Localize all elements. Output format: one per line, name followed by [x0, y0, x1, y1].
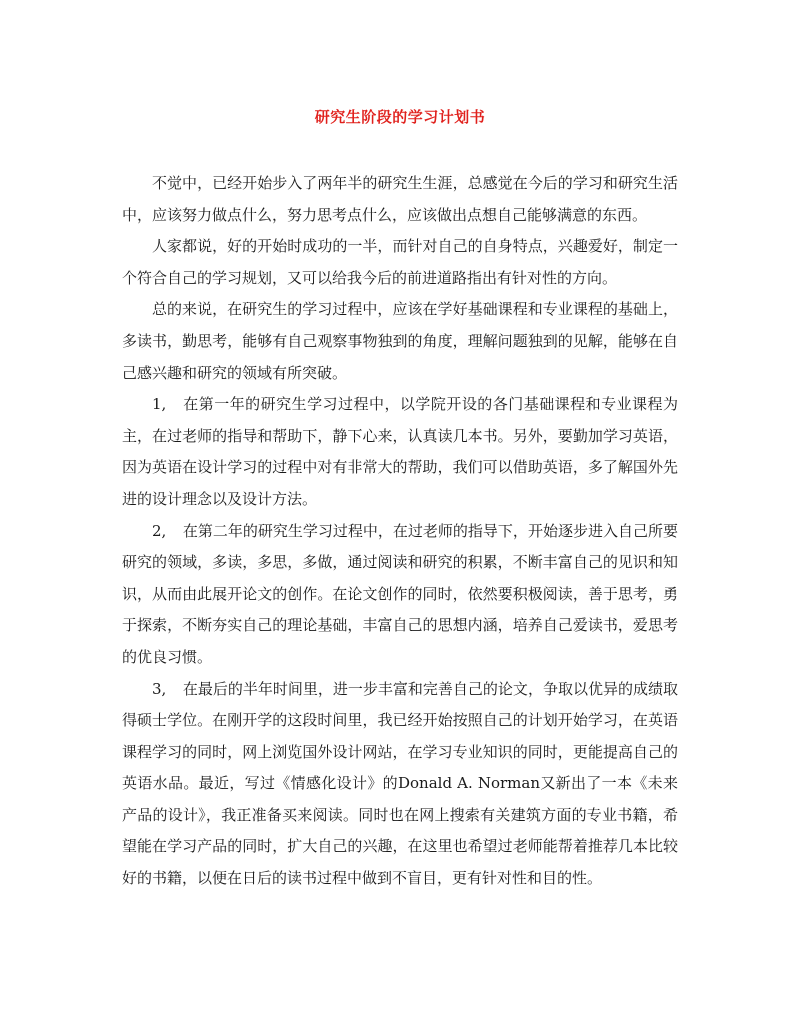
- item-number: 2,: [152, 521, 167, 540]
- paragraph-summary: 总的来说，在研究生的学习过程中，应该在学好基础课程和专业课程的基础上，多读书，勤思考，能够有自己观察事物独到的角度，理解问题独到的见解，能够在自己感兴趣和研究的领域有所突破。: [122, 300, 678, 382]
- paragraph-planning: 人家都说，好的开始时成功的一半，而针对自己的自身特点，兴趣爱好，制定一个符合自己的学习规划，又可以给我今后的前进道路指出有针对性的方向。: [122, 237, 678, 287]
- paragraph-year-one: [122, 389, 678, 515]
- paragraph-text: 在最后的半年时间里，进一步丰富和完善自己的论文，争取以优异的成绩取得硕士学位。在刚开学的这段时间里，我已经开始按照自己的计划开始学习，在英语课程学习的同时，网上浏览国外设计网站，在学习专业知识的同时，更能提高自己的英语水品。最近，写过《情感化设计》的Donald A. Norman又新出了一本《未来产品的设计》，我正准备买来阅读。同时也在网上搜索有关建筑方面的专业书籍，希望能在学习产品的同时，扩大自己的兴趣，在这里也希望过老师能帮着推荐几本比较好的书籍，以便在日后的读书过程中做到不盲目，更有针对性和目的性。: [122, 679, 678, 888]
- document-title: 研究生阶段的学习计划书: [314, 108, 486, 126]
- paragraph-year-two: [122, 516, 678, 674]
- item-number: 3,: [152, 679, 167, 698]
- paragraph-final-half-year: [122, 674, 678, 895]
- document-body: [122, 168, 678, 895]
- paragraph-intro: 不觉中，已经开始步入了两年半的研究生生涯，总感觉在今后的学习和研究生活中，应该努力做点什么，努力思考点什么，应该做出点想自己能够满意的东西。: [122, 174, 678, 224]
- item-number: 1,: [152, 395, 167, 414]
- paragraph-text: 在第一年的研究生学习过程中，以学院开设的各门基础课程和专业课程为主，在过老师的指导和帮助下，静下心来，认真读几本书。另外，要勤加学习英语，因为英语在设计学习的过程中对有非常大的帮助，我们可以借助英语，多了解国外先进的设计理念以及设计方法。: [122, 395, 678, 508]
- paragraph-text: 在第二年的研究生学习过程中，在过老师的指导下，开始逐步进入自己所要研究的领域，多读，多思，多做，通过阅读和研究的积累，不断丰富自己的见识和知识，从而由此展开论文的创作。在论文创作的同时，依然要积极阅读，善于思考，勇于探索，不断夯实自己的理论基础，丰富自己的思想内涵，培养自己爱读书，爱思考的优良习惯。: [122, 521, 678, 666]
